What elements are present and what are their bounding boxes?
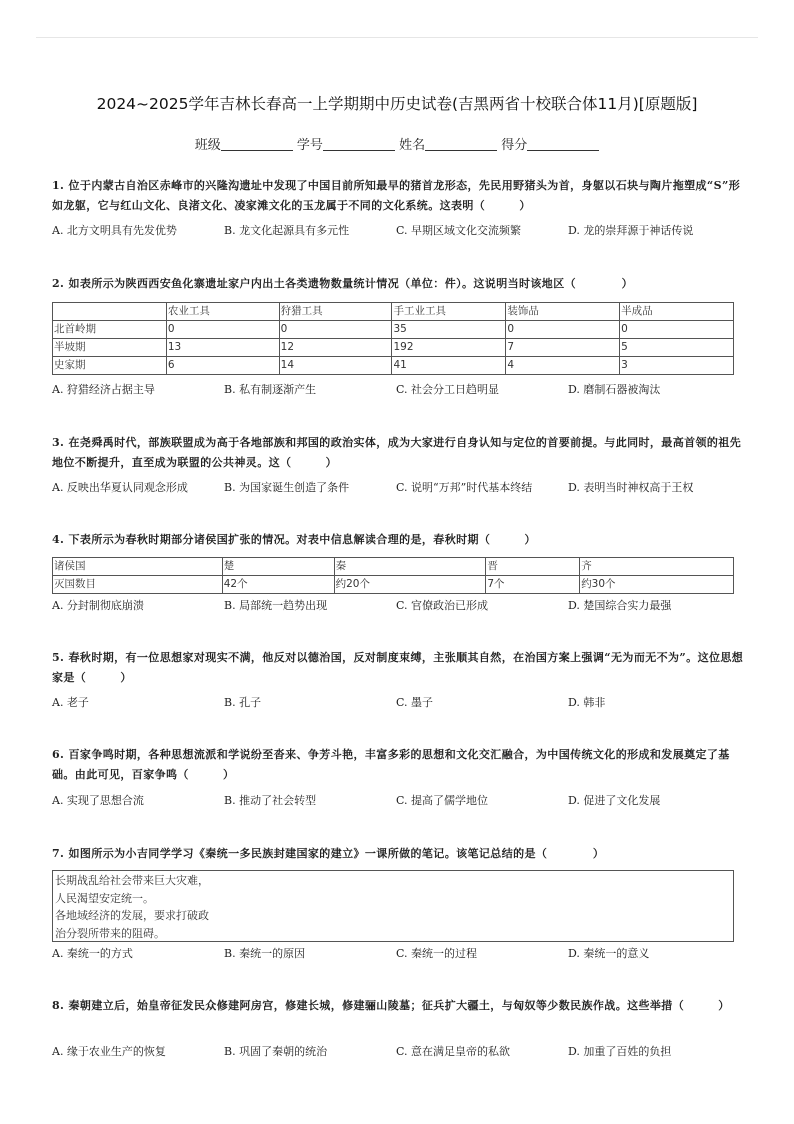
table-header-cell: 手工业工具 — [392, 303, 506, 321]
table-header-cell: 诸侯国 — [53, 558, 223, 576]
table-cell: 6 — [166, 357, 279, 375]
option-c[interactable]: C. 官僚政治已形成 — [396, 599, 489, 612]
table-cell: 0 — [506, 321, 620, 339]
class-label: 班级 — [194, 138, 221, 153]
option-c[interactable]: C. 说明“万邦”时代基本终结 — [396, 481, 533, 494]
note-line: 各地域经济的发展，要求打破政 — [55, 909, 209, 922]
question-stem: 1. 位于内蒙古自治区赤峰市的兴隆沟遗址中发现了中国目前所知最早的猪首龙形态，先民用野猪头为首，身躯以石块与陶片拖塑成“S”形如龙躯，它与红山文化、良渚文化、凌家滩文化的玉龙属于不同的文化系统。这表明（ ） — [52, 179, 741, 212]
question-8-options — [52, 1043, 748, 1059]
option-d[interactable]: D. 韩非 — [568, 696, 606, 709]
option-b[interactable]: B. 私有制逐渐产生 — [224, 383, 317, 396]
score-field[interactable] — [527, 138, 599, 151]
table-header-cell: 半成品 — [620, 303, 734, 321]
question-4-options — [52, 597, 748, 613]
table-header-cell: 齐 — [580, 558, 734, 576]
option-d[interactable]: D. 表明当时神权高于王权 — [568, 481, 694, 494]
table-cell: 13 — [166, 339, 279, 357]
table-cell: 14 — [279, 357, 392, 375]
question-5-options — [52, 694, 748, 710]
table-cell: 半坡期 — [53, 339, 167, 357]
question-2-options — [52, 381, 748, 397]
question-stem: 6. 百家争鸣时期，各种思想流派和学说纷至沓来、争芳斗艳，丰富多彩的思想和文化交汇融合，为中国传统文化的形成和发展奠定了基础。由此可见，百家争鸣（ ） — [52, 748, 730, 781]
option-a[interactable]: A. 缘于农业生产的恢复 — [52, 1045, 166, 1058]
question-1-options — [52, 222, 748, 238]
question-stem: 4. 下表所示为春秋时期部分诸侯国扩张的情况。对表中信息解读合理的是，春秋时期（ ） — [52, 533, 536, 546]
question-8-stem — [52, 996, 748, 1016]
option-d[interactable]: D. 秦统一的意义 — [568, 947, 650, 960]
note-line: 治分裂所带来的阻碍。 — [55, 926, 165, 940]
option-c[interactable]: C. 提高了儒学地位 — [396, 794, 489, 807]
option-b[interactable]: B. 推动了社会转型 — [224, 794, 317, 807]
table-cell: 12 — [279, 339, 392, 357]
table-cell: 北首岭期 — [53, 321, 167, 339]
table-header-cell — [53, 303, 167, 321]
question-5-stem — [52, 648, 748, 688]
question-3-stem — [52, 433, 748, 473]
option-b[interactable]: B. 龙文化起源具有多元性 — [224, 224, 350, 237]
table-header-row — [53, 558, 734, 576]
question-stem: 7. 如图所示为小吉同学学习《秦统一多民族封建国家的建立》一课所做的笔记。该笔记总结的是（ ） — [52, 847, 605, 860]
option-d[interactable]: D. 龙的崇拜源于神话传说 — [568, 224, 694, 237]
option-c[interactable]: C. 意在满足皇帝的私欲 — [396, 1045, 511, 1058]
option-c[interactable]: C. 早期区域文化交流频繁 — [396, 224, 522, 237]
option-b[interactable]: B. 为国家诞生创造了条件 — [224, 481, 350, 494]
state-expansion-table — [52, 557, 734, 594]
top-divider — [36, 37, 758, 38]
table-cell: 7 — [506, 339, 620, 357]
table-header-cell: 晋 — [486, 558, 580, 576]
table-cell: 7个 — [486, 576, 580, 594]
note-line: 人民渴望安定统一。 — [55, 891, 154, 905]
score-label: 得分 — [501, 138, 528, 153]
question-2-stem — [52, 274, 748, 294]
table-header-cell: 狩猎工具 — [279, 303, 392, 321]
question-7-stem — [52, 844, 748, 864]
page-title: 2024~2025学年吉林长春高一上学期期中历史试卷(吉黑两省十校联合体11月)[原题版] — [96, 95, 698, 113]
option-a[interactable]: A. 狩猎经济占据主导 — [52, 383, 155, 396]
id-label: 学号 — [296, 138, 323, 153]
table-cell: 41 — [392, 357, 506, 375]
table-header-cell: 装饰品 — [506, 303, 620, 321]
option-d[interactable]: D. 加重了百姓的负担 — [568, 1045, 672, 1058]
note-line: 长期战乱给社会带来巨大灾难， — [55, 874, 209, 887]
table-cell: 192 — [392, 339, 506, 357]
option-a[interactable]: A. 老子 — [52, 696, 89, 709]
table-row — [53, 576, 734, 594]
option-d[interactable]: D. 楚国综合实力最强 — [568, 599, 672, 612]
option-c[interactable]: C. 秦统一的过程 — [396, 947, 478, 960]
question-stem: 5. 春秋时期，有一位思想家对现实不满，他反对以德治国，反对制度束缚，主张顺其自然，在治国方案上强调“无为而无不为”。这位思想家是（ ） — [52, 651, 744, 684]
option-c[interactable]: C. 墨子 — [396, 696, 434, 709]
table-header-row — [53, 303, 734, 321]
option-a[interactable]: A. 反映出华夏认同观念形成 — [52, 481, 188, 494]
table-cell: 5 — [620, 339, 734, 357]
table-row — [53, 357, 734, 375]
option-a[interactable]: A. 北方文明具有先发优势 — [52, 224, 177, 237]
id-field[interactable] — [323, 138, 395, 151]
option-a[interactable]: A. 分封制彻底崩溃 — [52, 599, 144, 612]
table-row — [53, 339, 734, 357]
table-header-cell: 楚 — [222, 558, 334, 576]
table-cell: 35 — [392, 321, 506, 339]
table-row — [53, 321, 734, 339]
option-b[interactable]: B. 孔子 — [224, 696, 262, 709]
table-cell: 0 — [279, 321, 392, 339]
table-header-cell: 农业工具 — [166, 303, 279, 321]
table-cell: 约20个 — [334, 576, 486, 594]
option-d[interactable]: D. 磨制石器被淘汰 — [568, 383, 661, 396]
option-c[interactable]: C. 社会分工日趋明显 — [396, 383, 500, 396]
option-b[interactable]: B. 局部统一趋势出现 — [224, 599, 328, 612]
artifact-count-table — [52, 302, 734, 375]
question-7-options — [52, 945, 748, 961]
question-stem: 3. 在尧舜禹时代，部族联盟成为高于各地部族和邦国的政治实体，成为大家进行自身认知与定位的首要前提。与此同时，最高首领的祖先地位不断提升，直至成为联盟的公共神灵。这（ ） — [52, 436, 742, 469]
question-6-options — [52, 792, 748, 808]
table-cell: 42个 — [222, 576, 334, 594]
option-a[interactable]: A. 实现了思想合流 — [52, 794, 144, 807]
question-stem: 8. 秦朝建立后，始皇帝征发民众修建阿房宫，修建长城，修建骊山陵墓；征兵扩大疆土，与匈奴等少数民族作战。这些举措（ ） — [52, 999, 730, 1012]
study-note-box — [52, 870, 734, 942]
name-field[interactable] — [425, 138, 497, 151]
table-cell: 0 — [620, 321, 734, 339]
option-b[interactable]: B. 巩固了秦朝的统治 — [224, 1045, 328, 1058]
table-cell: 3 — [620, 357, 734, 375]
question-4-stem — [52, 530, 748, 550]
student-info-line — [0, 134, 794, 153]
table-header-cell: 秦 — [334, 558, 486, 576]
question-1-stem — [52, 176, 748, 216]
table-cell: 史家期 — [53, 357, 167, 375]
table-cell: 灭国数目 — [53, 576, 223, 594]
option-d[interactable]: D. 促进了文化发展 — [568, 794, 661, 807]
name-label: 姓名 — [399, 138, 426, 153]
option-a[interactable]: A. 秦统一的方式 — [52, 947, 133, 960]
question-6-stem — [52, 745, 748, 785]
question-3-options — [52, 479, 748, 495]
class-field[interactable] — [221, 138, 293, 151]
table-cell: 0 — [166, 321, 279, 339]
table-cell: 4 — [506, 357, 620, 375]
question-stem: 2. 如表所示为陕西西安鱼化寨遗址家户内出土各类遗物数量统计情况（单位：件）。这说明当时该地区（ ） — [52, 277, 634, 290]
option-b[interactable]: B. 秦统一的原因 — [224, 947, 306, 960]
table-cell: 约30个 — [580, 576, 734, 594]
